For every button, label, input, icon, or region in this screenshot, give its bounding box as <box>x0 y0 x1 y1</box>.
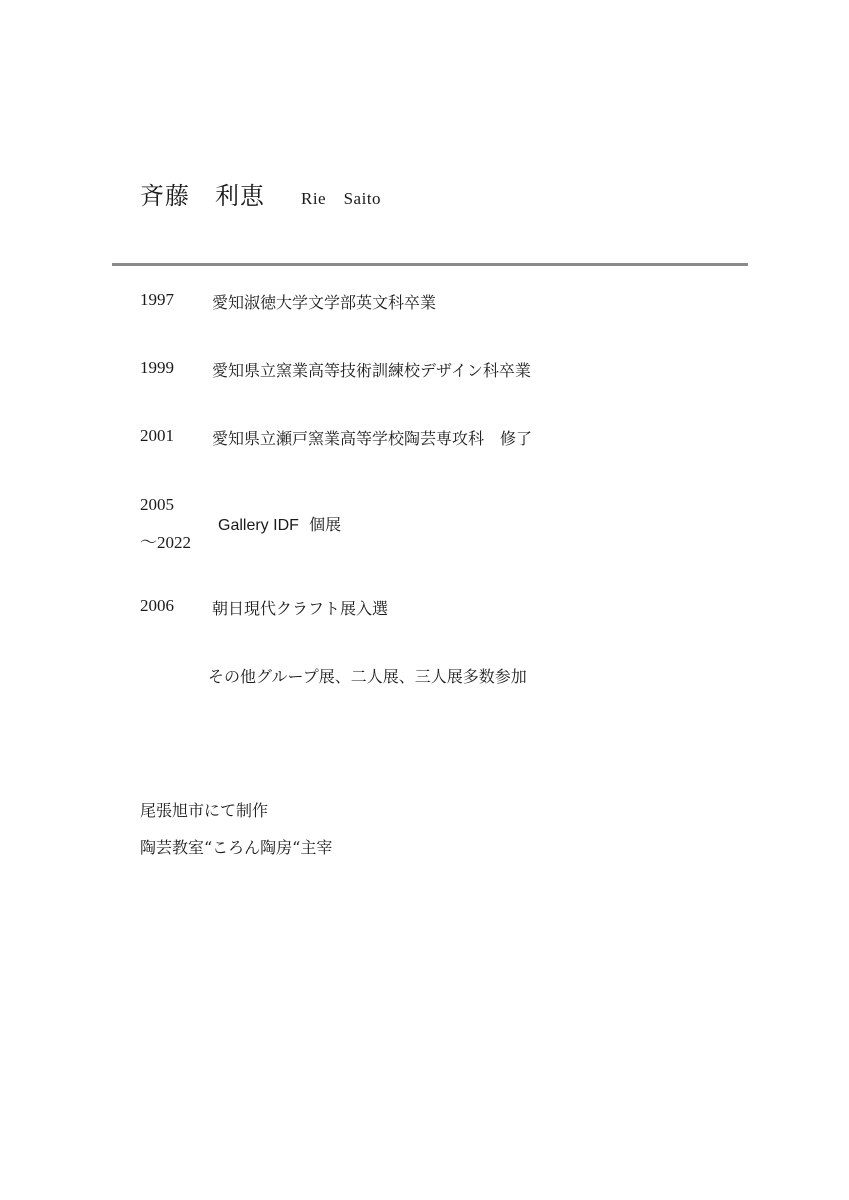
gallery-name: Gallery IDF <box>218 517 299 534</box>
history-year: 2001 <box>140 426 174 445</box>
history-text: 愛知県立瀬戸窯業高等学校陶芸専攻科 修了 <box>212 429 533 448</box>
name-english: Rie Saito <box>301 189 382 208</box>
history-text <box>218 512 341 535</box>
studio-location: 尾張旭市にて制作 <box>140 801 269 820</box>
history-year: 1999 <box>140 358 174 377</box>
name-header <box>140 176 381 211</box>
history-year-end: ～2022 <box>140 533 191 552</box>
history-year: 1997 <box>140 290 174 309</box>
history-year: 2006 <box>140 596 174 615</box>
header-divider <box>112 263 748 266</box>
name-japanese: 斉藤 利恵 <box>140 182 265 210</box>
history-text: 愛知県立窯業高等技術訓練校デザイン科卒業 <box>212 361 531 380</box>
pottery-class: 陶芸教室“ころん陶房“主宰 <box>140 838 333 857</box>
exhibition-type: 個展 <box>309 515 342 534</box>
history-text: 愛知淑徳大学文学部英文科卒業 <box>212 293 437 312</box>
history-text: その他グループ展、二人展、三人展多数参加 <box>208 667 527 686</box>
history-text: 朝日現代クラフト展入選 <box>212 599 389 618</box>
history-year-start: 2005 <box>140 495 174 514</box>
